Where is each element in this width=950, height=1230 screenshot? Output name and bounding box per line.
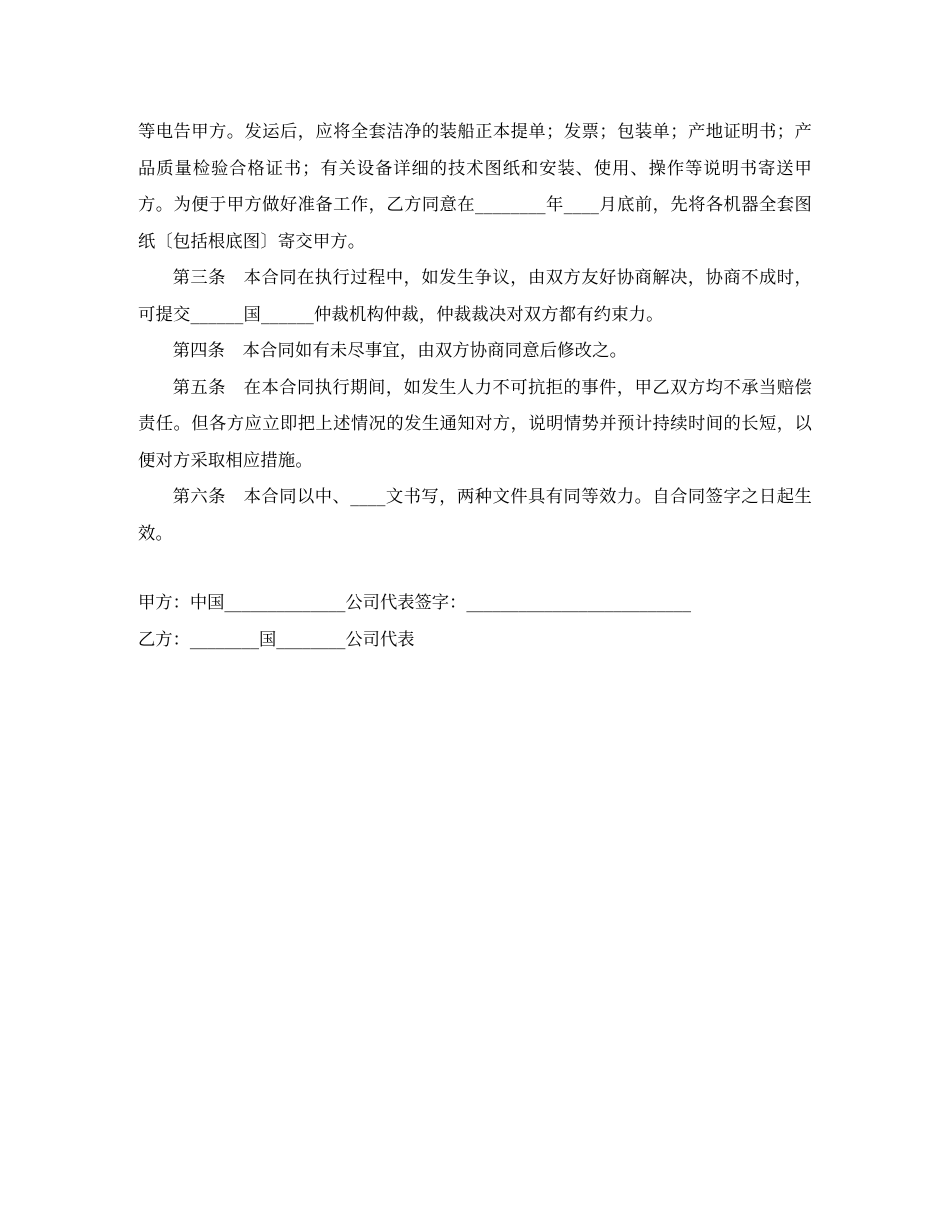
paragraph-article-5: 第五条 在本合同执行期间，如发生人力不可抗拒的事件，甲乙双方均不承当赔偿责任。但各方应立即把上述情况的发生通知对方，说明情势并预计持续时间的长短，以便对方采取相应措施。 <box>138 377 812 471</box>
paragraph-shipping-documents: 等电告甲方。发运后，应将全套洁净的装船正本提单；发票；包装单；产地证明书；产品质量检验合格证书；有关设备详细的技术图纸和安装、使用、操作等说明书寄送甲方。为便于甲方做好准备工作，乙方同意在________年____月底前，先将各机器全套图纸〔包括根底图〕寄交甲方。 <box>138 122 812 252</box>
paragraph-article-3: 第三条 本合同在执行过程中，如发生争议，由双方友好协商解决，协商不成时，可提交______国______仲裁机构仲裁，仲裁裁决对双方都有约束力。 <box>138 268 812 325</box>
paragraph-article-4: 第四条 本合同如有未尽事宜，由双方协商同意后修改之。 <box>172 341 628 361</box>
contract-body <box>138 114 812 552</box>
paragraph-article-6: 第六条 本合同以中、____文书写，两种文件具有同等效力。自合同签字之日起生效。 <box>138 487 812 544</box>
party-b-signature-line: 乙方：________国________公司代表 <box>138 629 415 650</box>
signature-block <box>138 585 812 658</box>
party-a-signature-line: 甲方：中国______________公司代表签字：__________________________ <box>138 593 692 613</box>
